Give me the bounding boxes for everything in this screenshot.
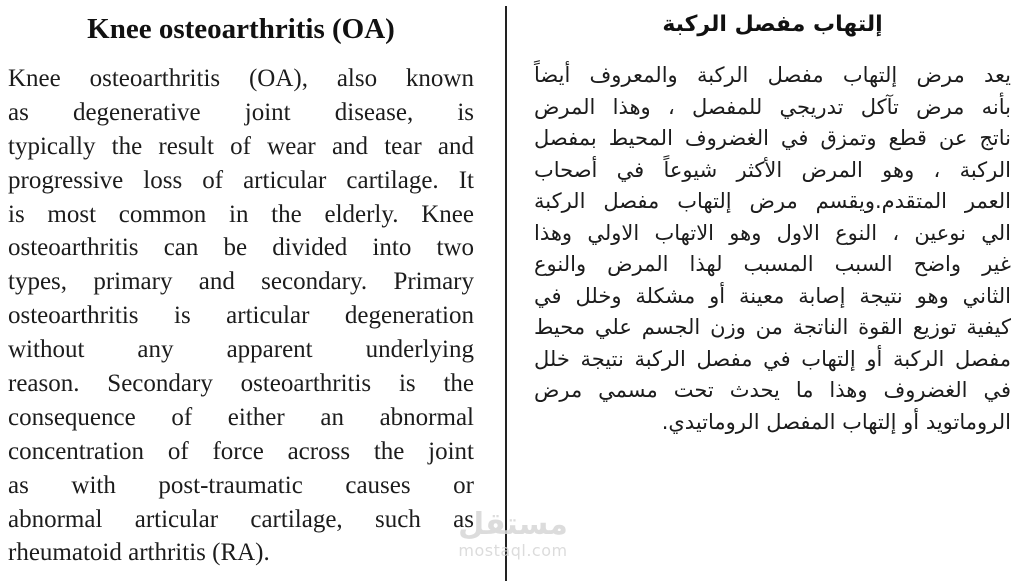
arabic-line: مفصل الركبة أو إلتهاب في مفصل الركبة نتيجة خلل xyxy=(534,346,1011,371)
english-line: as degenerative joint disease, is xyxy=(8,98,474,126)
watermark-arabic: مستقل xyxy=(458,507,568,542)
english-line: osteoarthritis is articular degeneration xyxy=(8,302,474,330)
english-column xyxy=(8,0,474,570)
watermark-latin: mostaql.com xyxy=(458,541,568,560)
english-line: reason. Secondary osteoarthritis is the xyxy=(8,370,474,398)
english-line: without any apparent underlying xyxy=(8,336,474,364)
column-divider xyxy=(505,6,507,581)
arabic-line: الركبة ، وهو المرض الأكثر شيوعاً في أصحاب xyxy=(534,157,1011,182)
arabic-title: إلتهاب مفصل الركبة xyxy=(662,12,883,37)
english-line: consequence of either an abnormal xyxy=(8,403,474,431)
english-title: Knee osteoarthritis (OA) xyxy=(87,13,395,45)
arabic-line: بأنه مرض تآكل تدريجي للمفصل ، وهذا المرض xyxy=(534,94,1011,119)
english-line: rheumatoid arthritis (RA). xyxy=(8,539,270,567)
english-paragraph xyxy=(8,62,474,570)
english-line: Knee osteoarthritis (OA), also known xyxy=(8,65,474,92)
arabic-line: الي نوعين ، النوع الاول وهو الاتهاب الاولي وهذا xyxy=(534,220,1011,245)
arabic-line: الثاني وهو نتيجة إصابة معينة أو مشكلة وخلل في xyxy=(534,283,1011,308)
arabic-line: غير واضح السبب المسبب لهذا المرض والنوع xyxy=(534,252,1011,276)
arabic-column xyxy=(534,0,1011,438)
arabic-line: الروماتويد أو إلتهاب المفصل الروماتيدي. xyxy=(661,409,1011,434)
arabic-paragraph xyxy=(534,60,1011,438)
english-line: abnormal articular cartilage, such as xyxy=(8,505,474,533)
english-line: osteoarthritis can be divided into two xyxy=(8,234,474,262)
english-line: concentration of force across the joint xyxy=(8,437,474,465)
arabic-line: يعد مرض إلتهاب مفصل الركبة والمعروف أيضاً xyxy=(534,63,1011,87)
english-line: as with post-traumatic causes or xyxy=(8,471,474,499)
english-line: progressive loss of articular cartilage. It xyxy=(8,166,474,194)
arabic-line: كيفية توزيع القوة الناتجة من وزن الجسم علي محيط xyxy=(534,315,1011,339)
english-line: is most common in the elderly. Knee xyxy=(8,200,474,228)
arabic-line: في الغضروف وهذا ما يحدث تحت مسمي مرض xyxy=(534,378,1011,402)
english-line: types, primary and secondary. Primary xyxy=(8,268,474,296)
arabic-line: العمر المتقدم.ويقسم مرض إلتهاب مفصل الركبة xyxy=(534,189,1011,213)
arabic-line: ناتج عن قطع وتمزق في الغضروف المحيط بمفصل xyxy=(534,126,1011,150)
english-line: typically the result of wear and tear and xyxy=(8,132,474,160)
